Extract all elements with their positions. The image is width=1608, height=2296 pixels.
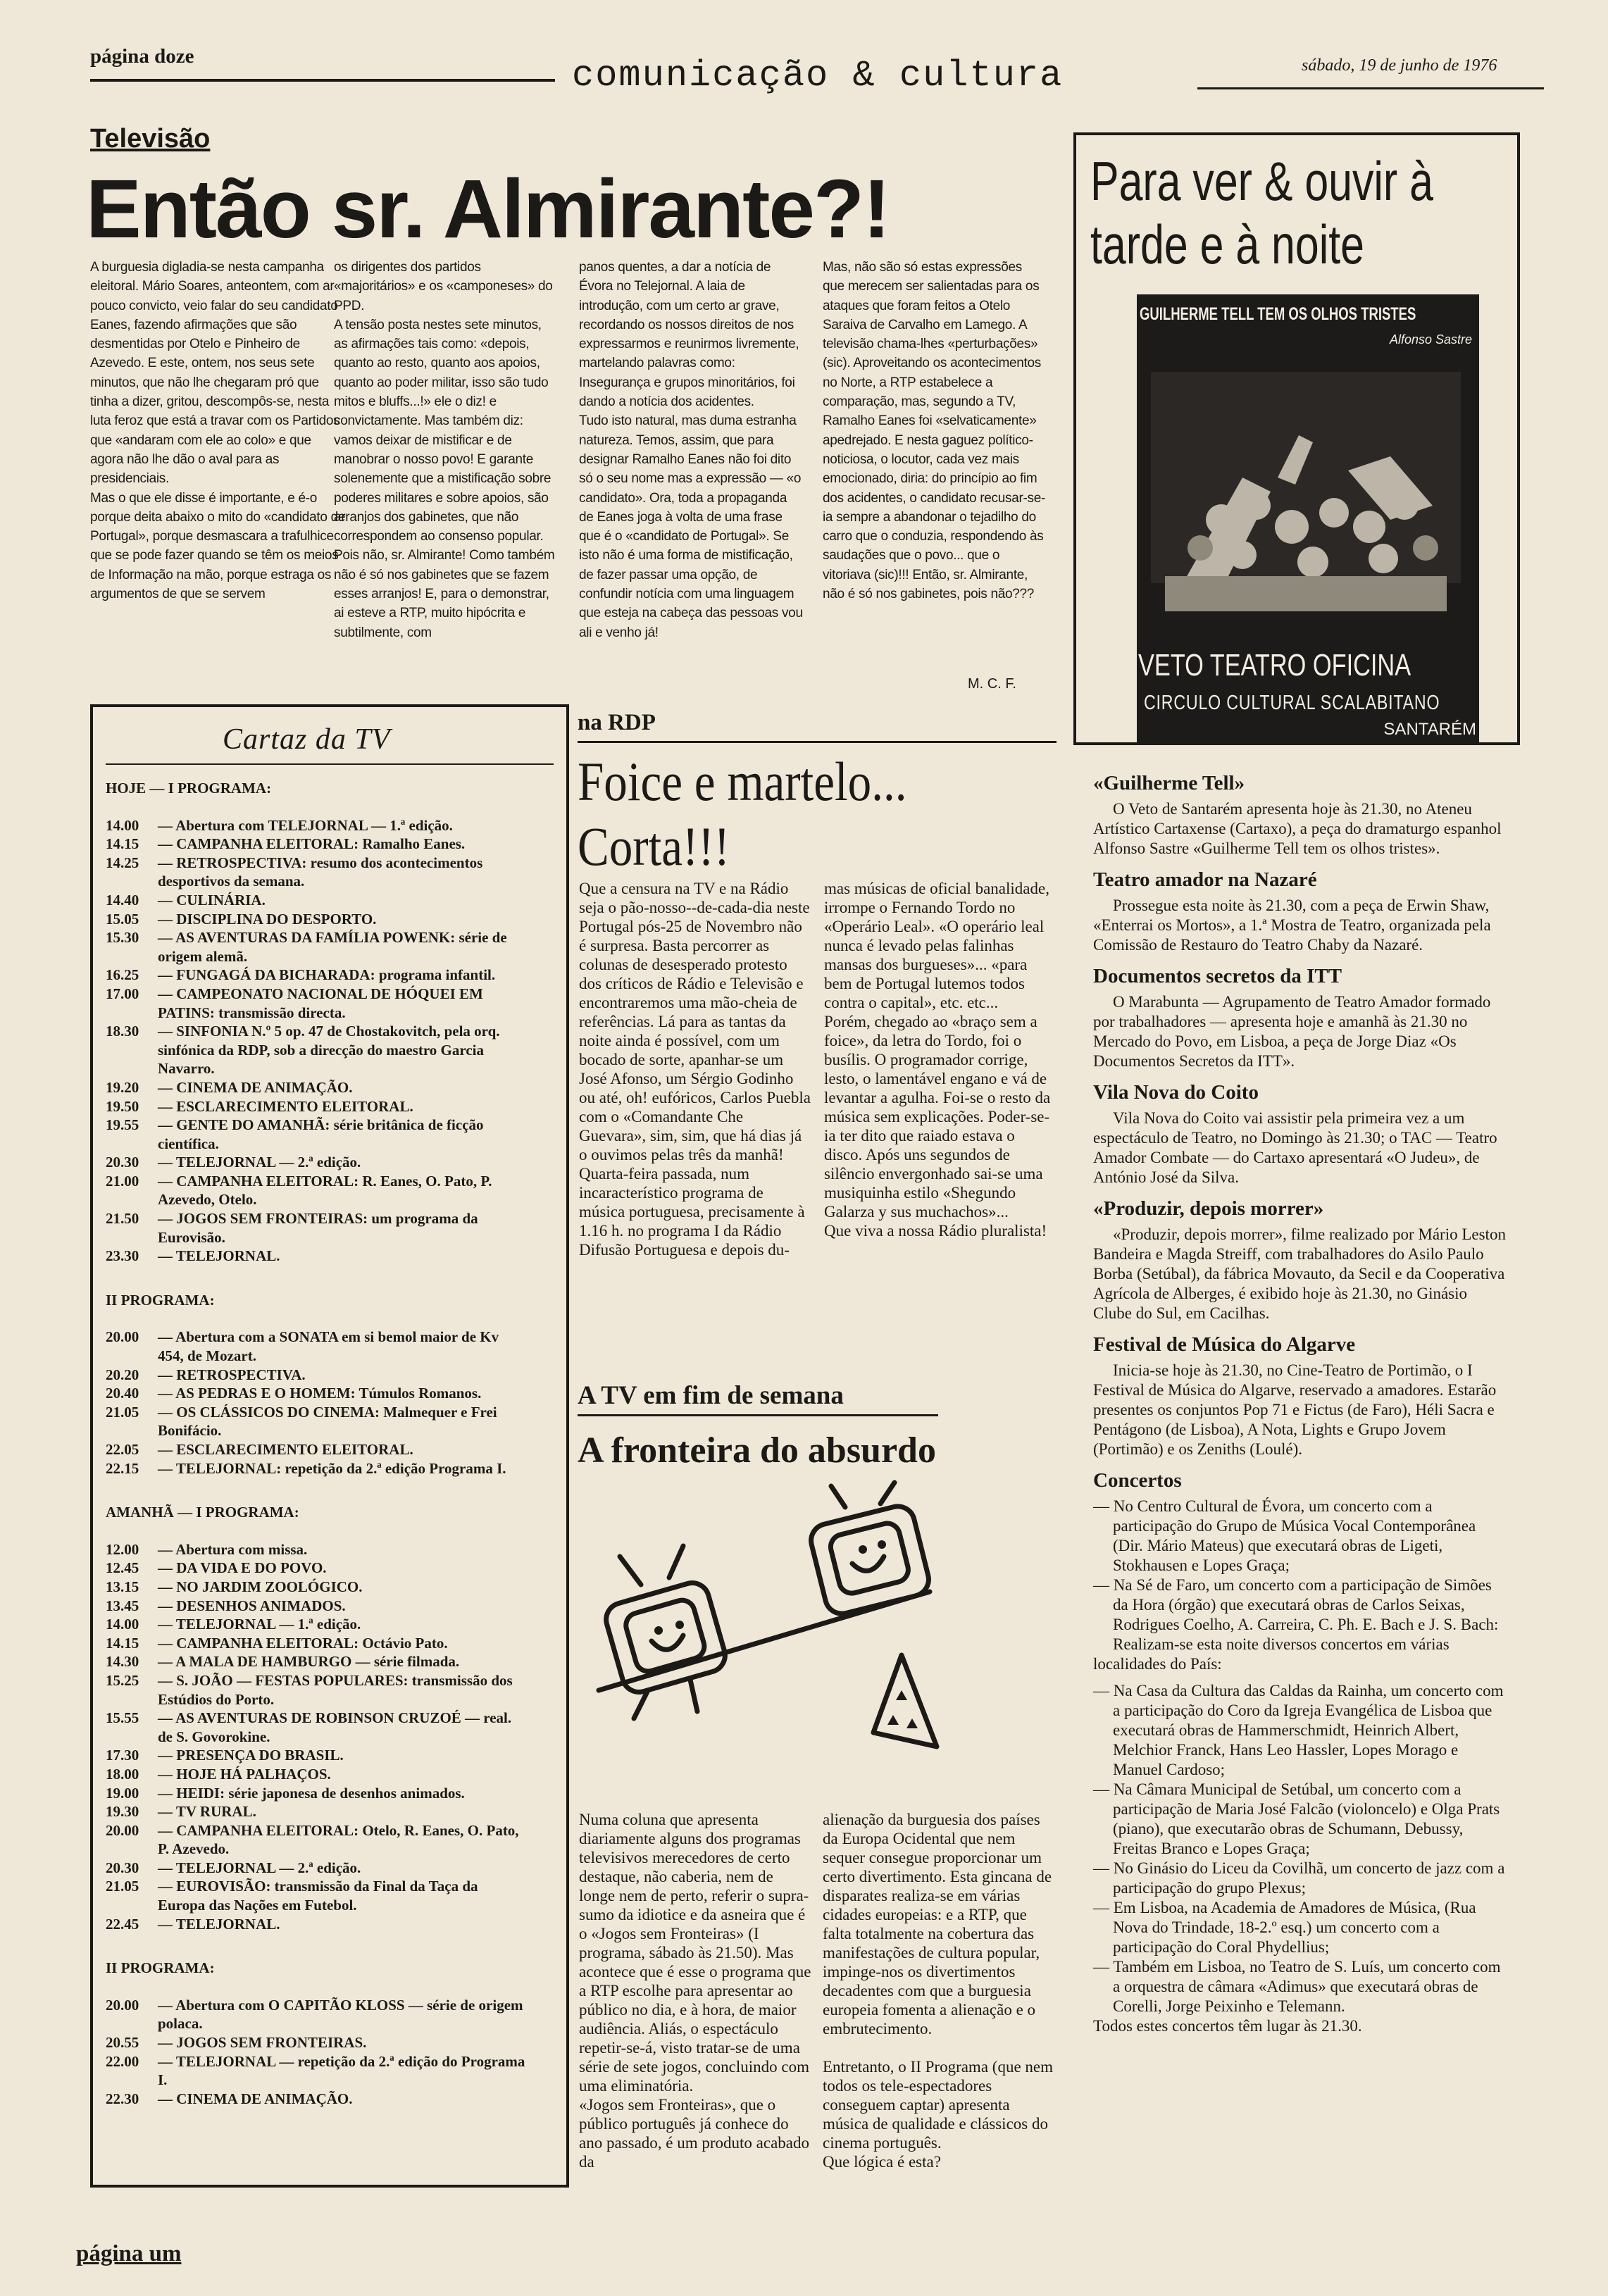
tv-listings-heading: HOJE — I PROGRAMA: [106,780,272,797]
tv-listing-time: 22.05 [106,1441,139,1458]
tv-listing-text: — CINEMA DE ANIMAÇÃO. [158,2090,353,2107]
rdp-kicker: na RDP [578,710,656,735]
tv-listing-item [106,1802,528,1821]
event-body: Vila Nova do Coito vai assistir pela primeira vez a um espectáculo de Teatro, no Domingo às 21.30; o TAC — Teatro Amador Combate — do Cartaxo apresentará «O Judeu», de António José da Silva. [1093,1109,1497,1186]
tv-listing-text: — CAMPANHA ELEITORAL: Otelo, R. Eanes, O. Pato, P. Azevedo. [158,1821,519,1858]
concert-item: — Em Lisboa, na Academia de Amadores de Música, (Rua Nova do Trindade, 18-2.º esq.) um concerto com a participação do Coral Phydellius; [1093,1899,1476,1956]
tv-listing-item [106,2052,528,2090]
tv-listing-time: 14.30 [106,1653,139,1671]
tv-listing-item [106,1116,528,1153]
article-kicker: Televisão [90,124,211,154]
tv-listing-item [106,2090,528,2109]
tv-listing-time: 20.00 [106,1328,139,1346]
concert-item: — Na Câmara Municipal de Setúbal, um concerto com a participação de Maria José Falcão (violoncelo) e Olga Prats (piano), que executarão obras de Schumann, Debussy, Freitas Branco e Lopes Graça; [1093,1780,1500,1857]
tv-listing-text: — AS PEDRAS E O HOMEM: Túmulos Romanos. [158,1385,482,1402]
tv-listing-time: 16.25 [106,966,139,984]
tv-listing-text: — HOJE HÁ PALHAÇOS. [158,1765,331,1783]
tv-listing-item [106,1877,528,1914]
footer-page-label: página um [76,2241,182,2266]
tv-listing-time: 19.00 [106,1784,139,1802]
tv-listing-time: 15.55 [106,1709,139,1727]
tv-listing-item [106,1247,528,1266]
tv-listing-text: — CAMPEONATO NACIONAL DE HÓQUEI EM PATINS: transmissão directa. [158,985,483,1021]
tv-listing-text: — ESCLARECIMENTO ELEITORAL. [158,1097,413,1115]
tv-listing-time: 20.40 [106,1385,139,1402]
concert-item: — Também em Lisboa, no Teatro de S. Luís, um concerto com a orquestra de câmara «Adimus» que executará obras de Corelli, Jorge Peixinho e Telemann. [1093,1958,1501,2015]
tv-listing-text: — DESENHOS ANIMADOS. [158,1597,346,1614]
tv-listing-item [106,1209,528,1247]
tv-listing-text: — FUNGAGÁ DA BICHARADA: programa infantil. [158,966,496,984]
tv-listing-time: 22.15 [106,1459,139,1477]
event-title: Documentos secretos da ITT [1093,965,1342,987]
events-column [1093,762,1509,2036]
tv-listing-item [106,1403,528,1440]
weekend-headline: A fronteira do absurdo [578,1430,936,1471]
tv-listing-text: — DA VIDA E DO POVO. [158,1559,327,1577]
tv-listing-time: 20.30 [106,1154,139,1171]
issue-date: sábado, 19 de junho de 1976 [1302,56,1497,75]
tv-listing-time: 20.20 [106,1366,139,1383]
tv-listing-time: 20.00 [106,1821,139,1839]
tv-listing-item [106,1915,528,1934]
tv-seesaw-cartoon-icon [592,1479,1014,1775]
tv-listing-text: — EUROVISÃO: transmissão da Final da Taça da Europa das Nações em Futebol. [158,1878,478,1914]
tv-listing-text: — TELEJORNAL — 2.ª edição. [158,1859,361,1876]
tv-listing-time: 13.45 [106,1597,139,1614]
tv-listing-text: — PRESENÇA DO BRASIL. [158,1747,344,1764]
article-column-1: A burguesia digladia-se nesta campanha eleitoral. Mário Soares, anteontem, com ar pouco convicto, veio falar do seu candidato Eanes, fazendo afirmações que são desmentidas por Otelo e Pinheiro de Azevedo. E este, ontem, nos seus sete minutos, que não lhe chegaram pró que tinha a dizer, gritou, descompôs-se, nesta luta feroz que está a travar com os Partidos que «andaram com ele ao colo» e que agora não lhe dão o aval para as presidenciais. Mas o que ele disse é importante, e é-o porque deita abaixo o mito do «candidato de Portugal», porque desmascara a trafulhice que se pode fazer quando se têm os meios de Informação na mão, porque estraga os argumentos de que se servem [90,260,346,602]
concert-item: — No Centro Cultural de Évora, um concerto com a participação do Grupo de Música Vocal Contemporânea (Dir. Mário Mateus) que executará obras de Ligeti, Stokhausen e Lopes Graça; [1093,1497,1476,1574]
tv-listing-item [106,1172,528,1209]
tv-listing-time: 15.25 [106,1671,139,1689]
weekend-column-1: Numa coluna que apresenta diariamente alguns dos programas televisivos merecedores de certo destaque, não caberia, nem de longe nem de perto, referir o supra-sumo da idiotice e da asneira que é o «Jogos sem Fronteiras» (I programa, sábado às 21.50). Mas acontece que é esse o programa que a RTP escolhe para apresentar ao público no dia, e à hora, de maior audiência. Aliás, o espectáculo repetir-se-á, visto tratar-se de uma série de sete jogos, concluindo com uma eliminatória. «Jogos sem Fronteiras», que o público português já conhece do ano passado, é um produto acabado da [579,1811,811,2171]
tv-listing-item [106,985,528,1022]
tv-listing-text: — AS AVENTURAS DE ROBINSON CRUZOÉ — real. de S. Govorokine. [158,1709,512,1745]
tv-listing-time: 22.30 [106,2090,139,2107]
concerts-intro: Realizam-se esta noite diversos concertos em várias localidades do País: [1093,1635,1450,1673]
rdp-column-2: mas músicas de oficial banalidade, irrompe o Fernando Tordo no «Operário Leal». «O operário leal nunca é levado pelas falinhas mansas dos burgueses»... «para bem de Portugal lutemos todos contra o capital», etc. etc... Porém, chegado ao «braço sem a foice», da letra do Tordo, foi o busílis. O programador corrige, lesto, o lamentável engano e vá de levantar a agulha. Foi-se o resto da música sem explicações. Poder-se-ia ter dito que raiado estava o disco. Após uns segundos de silêncio envergonhado sai-se uma musiquinha estilo «Shegundo Galarza y sus muchachos»... Que viva a nossa Rádio pluralista! [824,880,1051,1240]
concert-item: — No Ginásio do Liceu da Covilhã, um concerto de jazz com a participação do grupo Plexus; [1093,1859,1505,1897]
tv-listing-text: — JOGOS SEM FRONTEIRAS. [158,2034,367,2052]
article-column-2: os dirigentes dos partidos «majoritários» e os «camponeses» do PPD. A tensão posta nestes sete minutos, as afirmações tais como: «depois, quanto ao resto, quanto aos apoios, quanto ao poder militar, isso são tudo mitos e bluffs...!» ele o diz! e convictamente. Mas também diz: vamos deixar de mistificar e de manobrar o nosso povo! E garante solenemente que a mistificação sobre poderes militares e sobre apoios, são arranjos dos gabinetes, que não correspondem ao consenso popular. Pois não, sr. Almirante! Como também não é só nos gabinetes que se fazem esses arranjos! E, para o demonstrar, ai esteve a RTP, muito hipócrita e subtilmente, com [334,260,555,640]
event-title: Vila Nova do Coito [1093,1081,1259,1104]
masthead-rule-right [1197,87,1544,89]
tv-listing-text: — Abertura com TELEJORNAL — 1.ª edição. [158,816,453,834]
tv-listing-text: — AS AVENTURAS DA FAMÍLIA POWENK: série de origem alemã. [158,929,507,965]
event-body: O Marabunta — Agrupamento de Teatro Amador formado por trabalhadores — apresenta hoje e amanhã às 21.30 no Mercado do Povo, em Lisboa, a peça de Jorge Diaz «Os Documentos Secretos da ITT». [1093,993,1491,1070]
tv-listing-time: 19.30 [106,1803,139,1821]
tv-listing-text: — Abertura com missa. [158,1540,308,1558]
tv-listing-time: 20.55 [106,2034,139,2052]
tv-listing-item [106,2033,528,2052]
event-title: «Guilherme Tell» [1093,772,1245,794]
tv-listing-item [106,1652,528,1671]
masthead-rule-left [90,79,555,82]
tv-listing-time: 21.05 [106,1403,139,1421]
tv-listing-time: 22.00 [106,2052,139,2070]
tv-listing-time: 17.00 [106,985,139,1002]
tv-listing-item [106,891,528,910]
rdp-kicker-rule [578,741,1057,743]
tv-listing-item [106,1859,528,1878]
tv-listing-text: — ESCLARECIMENTO ELEITORAL. [158,1441,413,1458]
tv-listing-item [106,835,528,854]
tv-listing-item [106,1078,528,1097]
tv-listing-time: 17.30 [106,1747,139,1764]
article-column-4: Mas, não são só estas expressões que merecem ser salientadas para os ataques que foram feitos a Otelo Saraiva de Carvalho em Lamego. A televisão chama-lhes «perturbações» (sic). Aproveitando os acontecimentos no Norte, a RTP estabelece a comparação, mas, segundo a TV, Ramalho Eanes foi «selvaticamente» apedrejado. E nesta gaguez político-noticiosa, o locutor, cada vez mais emocionado, diria: do princípio ao fim dos acidentes, o candidato recusar-se-ia sempre a abandonar o tejadilho do carro que o conduzia, respondendo às saudações que o povo... que o vitoriava (sic)!!! Então, sr. Almirante, não é só nos gabinetes, pois não??? [823,260,1045,602]
tv-listing-time: 21.50 [106,1210,139,1228]
tv-listing-time: 14.15 [106,1634,139,1652]
tv-listing-text: — CAMPANHA ELEITORAL: Ramalho Eanes. [158,835,466,853]
event-title: Teatro amador na Nazaré [1093,868,1317,891]
tv-listing-text: — RETROSPECTIVA: resumo dos acontecimentos desportivos da semana. [158,854,483,890]
tv-listing-text: — TELEJORNAL — 1.ª edição. [158,1616,361,1633]
tv-listing-text: — TELEJORNAL: repetição da 2.ª edição Programa I. [158,1459,506,1477]
poster-circle-name: CIRCULO CULTURAL SCALABITANO [1144,692,1440,714]
concert-item: — Na Casa da Cultura das Caldas da Rainha, um concerto com a participação do Coro da Igreja Evangélica de Lisboa que executará obras de Hammerschmidt, Heinrich Albert, Melchior Franck, Hans Leo Hassler, Lopes Morago e Manuel Cardoso; [1093,1682,1504,1778]
tv-listing-time: 12.00 [106,1540,139,1558]
tv-listings-title-rule [106,763,554,765]
tv-cartoon [592,1479,1014,1775]
tv-listing-time: 14.00 [106,816,139,834]
tv-listing-item [106,1615,528,1634]
tv-listing-item [106,1440,528,1459]
tv-listings-heading: II PROGRAMA: [106,1959,215,1977]
weekend-kicker: A TV em fim de semana [578,1381,844,1410]
poster-bottom-band [1137,639,1479,745]
tv-listing-text: — TELEJORNAL. [158,1247,280,1265]
tv-listing-item [106,1366,528,1385]
tv-listing-time: 14.25 [106,854,139,871]
tv-listing-item [106,1578,528,1597]
tv-listing-text: — HEIDI: série japonesa de desenhos animados. [158,1784,465,1802]
tv-listing-item [106,1746,528,1765]
tv-listing-time: 19.20 [106,1078,139,1096]
event-title: Festival de Música do Algarve [1093,1333,1356,1356]
tv-listing-item [106,1996,528,2033]
tv-listing-item [106,966,528,985]
tv-listing-time: 20.30 [106,1859,139,1876]
tv-listing-text: — CULINÁRIA. [158,891,266,909]
event-body: Inicia-se hoje às 21.30, no Cine-Teatro de Portimão, o I Festival de Música do Algarve, reservado a amadores. Estarão presentes os conjuntos Pop 71 e Fictus (de Faro), Héli Sacra e Pentágono (de Lisboa), A Nota, Lights e Grupo Jovem (Portimão) e os Zeniths (Loulé). [1093,1361,1497,1458]
event-body: Prossegue esta noite às 21.30, com a peça de Erwin Shaw, «Enterrai os Mortos», a 1.ª Mostra de Teatro, organizada pela Comissão de Restauro do Teatro Chaby da Nazaré. [1093,897,1491,954]
event-body: O Veto de Santarém apresenta hoje às 21.30, no Ateneu Artístico Cartaxense (Cartaxo), a peça do dramaturgo espanhol Alfonso Sastre «Guilherme Tell tem os olhos tristes». [1093,800,1502,857]
tv-listing-time: 14.40 [106,891,139,909]
event-title: «Produzir, depois morrer» [1093,1197,1324,1220]
tv-listing-item [106,1634,528,1653]
tv-listing-item [106,1384,528,1403]
tv-listing-time: 19.55 [106,1116,139,1134]
tv-listing-text: — S. JOÃO — FESTAS POPULARES: transmissão dos Estúdios do Porto. [158,1671,513,1708]
tv-listing-item [106,910,528,929]
tv-listing-text: — CAMPANHA ELEITORAL: R. Eanes, O. Pato, P. Azevedo, Otelo. [158,1172,492,1209]
poster-play-author: Alfonso Sastre [1389,332,1472,347]
tv-listing-time: 20.00 [106,1996,139,2014]
tv-listing-text: — GENTE DO AMANHÃ: série britânica de ficção científica. [158,1116,484,1152]
tv-listing-item [106,816,528,835]
tv-listing-item [106,928,528,966]
tv-listing-time: 15.30 [106,929,139,947]
tv-listing-time: 21.00 [106,1172,139,1190]
tv-listing-text: — TELEJORNAL — 2.ª edição. [158,1154,361,1171]
article-signature: M. C. F. [968,676,1016,692]
tv-listing-item [106,1765,528,1784]
tv-listing-time: 19.50 [106,1097,139,1115]
tv-listing-text: — TELEJORNAL. [158,1915,280,1933]
tv-listing-text: — OS CLÁSSICOS DO CINEMA: Malmequer e Frei Bonifácio. [158,1403,497,1440]
tv-listing-text: — Abertura com a SONATA em si bemol maior de Kv 454, de Mozart. [158,1328,499,1365]
section-title: comunicação & cultura [572,55,1064,96]
tv-listing-time: 15.05 [106,910,139,928]
page-number-label: página doze [90,45,194,68]
tv-listings-heading: AMANHÃ — I PROGRAMA: [106,1504,299,1521]
concerts-title: Concertos [1093,1469,1182,1492]
tv-listing-item [106,1459,528,1478]
tv-listing-item [106,1022,528,1078]
tv-listing-item [106,1153,528,1172]
tv-listing-time: 21.05 [106,1878,139,1895]
tv-listing-text: — TELEJORNAL — repetição da 2.ª edição do Programa I. [158,2052,525,2089]
tv-listing-text: — NO JARDIM ZOOLÓGICO. [158,1578,363,1595]
weekend-column-2: alienação da burguesia dos países da Europa Ocidental que nem sequer consegue proporcionar um certo divertimento. Esta gincana de disparates realiza-se em várias cidades europeias: e a RTP, que falta totalmente na cobertura das manifestações de cultura popular, impinge-nos os divertimentos decadentes com que a burguesia europeia fomenta a alienação e o embrutecimento. Entretanto, o II Programa (que nem todos os tele-espectadores conseguem captar) apresenta música de qualidade e clássicos do cinema português. Que lógica é esta? [823,1811,1053,2171]
tv-listing-item [106,1559,528,1578]
tv-listing-item [106,854,528,891]
tv-listing-time: 18.30 [106,1023,139,1040]
poster-city: SANTARÉM [1383,720,1476,739]
tv-listing-text: — JOGOS SEM FRONTEIRAS: um programa da Eurovisão. [158,1210,478,1246]
poster-play-title: GUILHERME TELL TEM OS OLHOS TRISTES [1140,304,1416,324]
tv-listing-item [106,1328,528,1365]
poster-headline: Para ver & ouvir à tarde e à noite [1090,150,1433,275]
tv-listing-time: 18.00 [106,1765,139,1783]
tv-listing-time: 22.45 [106,1915,139,1933]
rdp-column-1: Que a censura na TV e na Rádio seja o pão-nosso--de-cada-dia neste Portugal pós-25 de Novembro não é surpresa. Basta percorrer as colunas de desesperado protesto dos críticos de Rádio e Televisão e encontraremos uma mão-cheia de referências. Lá para as tantas da noite ainda é possível, com um bocado de sorte, apanhar-se um José Afonso, um Sérgio Godinho ou até, oh! eufóricos, Carlos Puebla com o «Comandante Che Guevara», sim, sim, que há dias já o ouvimos pelas três da manhã! Quarta-feira passada, num incaracterístico programa de música portuguesa, precisamente à 1.16 h. no programa I da Rádio Difusão Portuguesa e depois du- [579,880,811,1259]
tv-listing-item [106,1097,528,1116]
tv-listing-item [106,1671,528,1709]
tv-listings [106,779,528,2108]
concerts-footer: Todos estes concertos têm lugar às 21.30. [1093,2017,1362,2035]
tv-listing-time: 13.15 [106,1578,139,1595]
tv-listing-text: — A MALA DE HAMBURGO — série filmada. [158,1653,460,1671]
tv-listing-item [106,1709,528,1746]
article-headline: Então sr. Almirante?! [86,163,890,256]
tv-listing-text: — RETROSPECTIVA. [158,1366,306,1383]
tv-listing-text: — SINFONIA N.º 5 op. 47 de Chostakovitch, pela orq. sinfónica da RDP, sob a direcção do maestro Garcia Navarro. [158,1023,500,1078]
tv-listing-item [106,1540,528,1559]
tv-listing-time: 23.30 [106,1247,139,1265]
poster-top-band [1137,294,1479,358]
tv-listing-text: — Abertura com O CAPITÃO KLOSS — série de origem polaca. [158,1996,523,2033]
tv-listing-item [106,1821,528,1859]
tv-listing-time: 12.45 [106,1559,139,1577]
tv-listings-title: Cartaz da TV [223,723,391,756]
tv-listing-text: — CAMPANHA ELEITORAL: Octávio Pato. [158,1634,448,1652]
tv-listing-text: — DISCIPLINA DO DESPORTO. [158,910,377,928]
rdp-headline: Foice e martelo... Corta!!! [578,751,907,877]
tv-listing-time: 14.00 [106,1616,139,1633]
article-column-3: panos quentes, a dar a notícia de Évora no Telejornal. A laia de introdução, com um certo ar grave, recordando os nossos direitos de nos expressarmos e reunirmos livremente, martelando palavras como: Insegurança e grupos minoritários, foi dando a notícia dos acidentes. Tudo isto natural, mas duma estranha natureza. Temos, assim, que para designar Ramalho Eanes não foi dito só o seu nome mas a expressão — «o candidato». Ora, toda a propaganda de Eanes joga à volta de uma frase que é o «candidato de Portugal». Se isto não é uma forma de mistificação, de fazer passar uma opção, de confundir notícia com uma linguagem que esteja na cabeça das pessoas vou ali e venho já! [579,260,803,640]
weekend-kicker-rule [578,1414,938,1416]
poster-company-name: VETO TEATRO OFICINA [1138,648,1411,682]
concert-item: — Na Sé de Faro, um concerto com a participação de Simões da Hora (órgão) que executará obras de Carlos Seixas, Rodrigues Coelho, A. Carreira, C. Ph. E. Bach e J. S. Bach: [1093,1576,1499,1633]
tv-listing-text: — CINEMA DE ANIMAÇÃO. [158,1078,353,1096]
event-body: «Produzir, depois morrer», filme realizado por Mário Leston Bandeira e Magda Streiff, com trabalhadores do Asilo Paulo Borba (Setúbal), da fábrica Movauto, da Secil e da Cooperativa Agrícola de Alberges, é exibido hoje às 21.30, no Ginásio Clube do Sul, em Cacilhas. [1093,1225,1506,1322]
tv-listing-item [106,1597,528,1616]
tv-listing-time: 14.15 [106,835,139,853]
tv-listings-heading: II PROGRAMA: [106,1291,215,1309]
tv-listing-item [106,1784,528,1803]
tv-listing-text: — TV RURAL. [158,1803,256,1821]
